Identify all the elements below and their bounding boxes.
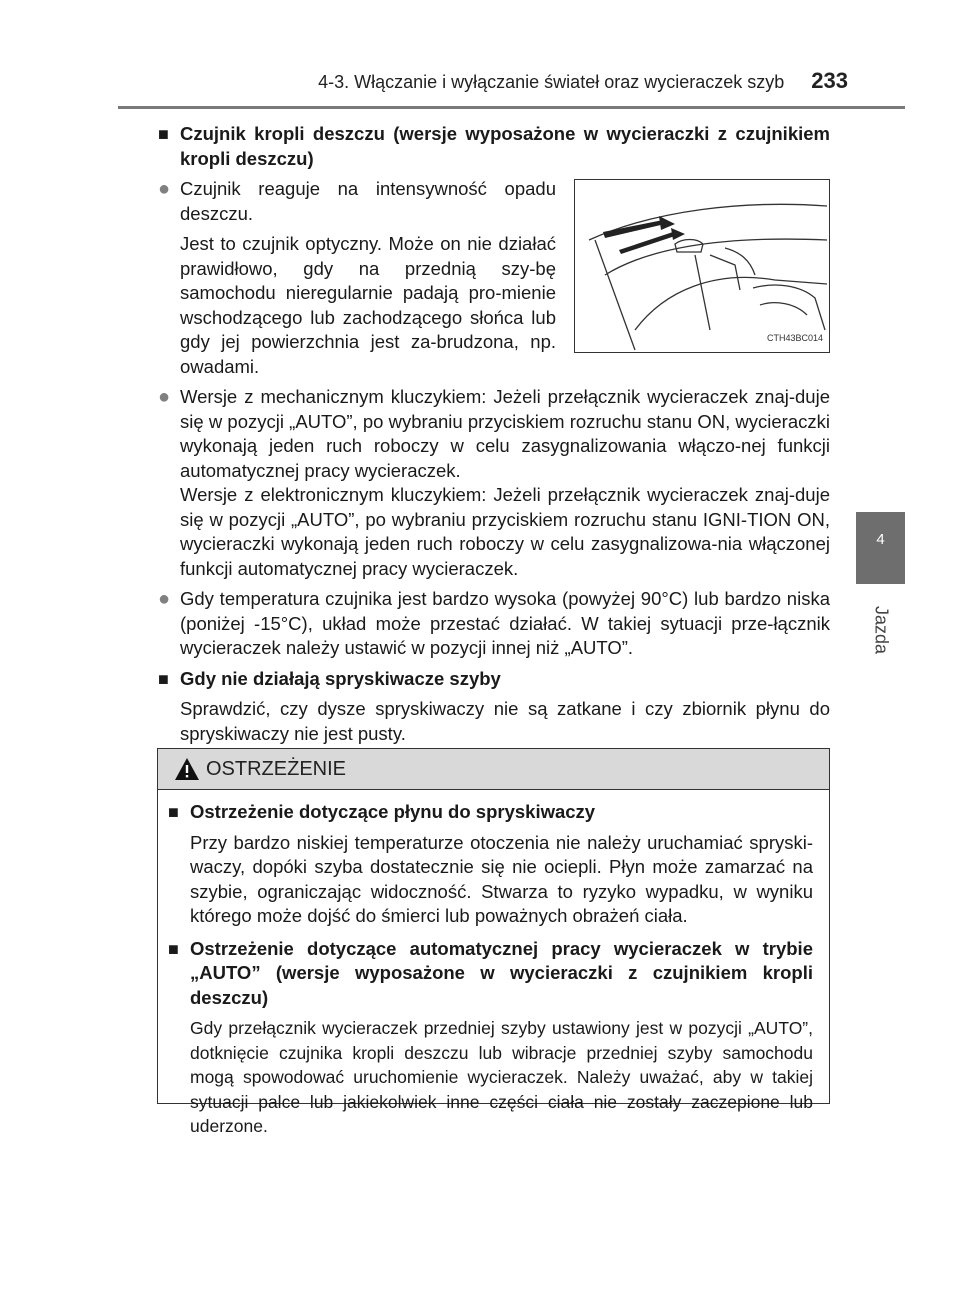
bullet-text: Gdy temperatura czujnika jest bardzo wysoka (powyżej 90°C) lub bardzo niska (poniżej -15°C), układ może przestać działać. W takiej sytuacji prze-łącznik wycieraczek należy ustawić w pozycji innej niż „AUTO”. [180, 588, 830, 658]
windshield-sensor-illustration [574, 179, 830, 353]
washer-title: Gdy nie działają spryskiwacze szyby [180, 667, 501, 689]
bullet-item [158, 587, 830, 661]
chapter-label-text: Jazda [871, 605, 892, 655]
bullet-text: Czujnik reaguje na intensywność opadu deszczu. [180, 178, 556, 224]
warning-title: OSTRZEŻENIE [206, 757, 347, 780]
rain-sensor-block [158, 171, 830, 379]
bullet-dot: ● [158, 178, 171, 200]
warning-item-text: Przy bardzo niskiej temperaturze otoczenia nie należy uruchamiać spryski-waczy, dopóki szyba dostatecznie się nie ociepli. Płyn może zamarzać na szybie, ograniczając widoczność. Stwarza to ryzyko wypadku, w wyniku którego może dojść do śmierci lub poważnych obrażeń ciała. [190, 831, 813, 926]
washer-heading [158, 667, 830, 692]
warning-icon [174, 757, 200, 781]
rain-sensor-heading [158, 122, 830, 171]
section-title: 4-3. Włączanie i wyłączanie świateł oraz wycieraczek szyb [318, 72, 785, 92]
bullet-text: Wersje z elektronicznym kluczykiem: Jeżeli przełącznik wycieraczek znaj-duje się w pozycji „AUTO”, po wybraniu przyciskiem rozruchu stanu IGNI-TION ON, wycieraczki wykonają jeden ruch roboczy w celu zasygnalizowa-nia włączonej funkcji automatycznej pracy wycieraczek. [180, 484, 830, 579]
section-marker: ■ [158, 124, 169, 144]
section-marker: ■ [168, 938, 179, 959]
warning-item-text: Gdy przełącznik wycieraczek przedniej szyby ustawiony jest w pozycji „AUTO”, dotknięcie czujnika kropli deszczu lub wibracje przedniej szyby samochodu mogą spowodować uruchomienie wycieraczek. Należy uważać, aby w takiej sytuacji palce lub jakiekolwiek inne części ciała nie zostały zaczepione lub uderzone. [190, 1018, 813, 1136]
warning-body [158, 790, 829, 1139]
warning-item-title: Ostrzeżenie dotyczące płynu do spryskiwaczy [190, 801, 596, 822]
bullet-dot: ● [158, 588, 171, 610]
rain-sensor-title: Czujnik kropli deszczu (wersje wyposażone w wycieraczki z czujnikiem kropli deszczu) [180, 123, 830, 169]
page-header [0, 68, 848, 94]
figure-code: CTH43BC014 [766, 332, 823, 343]
rain-sensor-text [158, 177, 556, 379]
bullet-text: Wersje z mechanicznym kluczykiem: Jeżeli przełącznik wycieraczek znaj-duje się w pozycji „AUTO”, po wybraniu przyciskiem rozruchu stanu ON, wycieraczki wykonają jeden ruch roboczy w celu zasygnalizowania włączo-nej funkcji automatycznej pracy wycieraczek. [180, 386, 830, 481]
bullet-text: Jest to czujnik optyczny. Może on nie działać prawidłowo, gdy na przednią szy-bę samochodu nieregularnie padają pro-mienie wschodzącego lub zachodzącego słońca lub gdy jej powierzchnia jest za-brudzona, np. owadami. [180, 233, 556, 377]
warning-item-heading [168, 800, 813, 825]
chapter-tab [856, 512, 905, 584]
section-marker: ■ [158, 668, 169, 689]
bullet-item [158, 385, 830, 581]
warning-item-title: Ostrzeżenie dotyczące automatycznej pracy wycieraczek w trybie „AUTO” (wersje wyposażone w wycieraczki z czujnikiem kropli deszczu) [190, 937, 813, 1008]
washer-text: Sprawdzić, czy dysze spryskiwaczy nie są zatkane i czy zbiornik płynu do spryskiwaczy nie jest pusty. [180, 698, 830, 744]
chapter-number: 4 [876, 531, 885, 548]
warning-header [158, 749, 829, 790]
bullet-dot: ● [158, 386, 171, 408]
warning-item-heading [168, 937, 813, 1011]
section-marker: ■ [168, 802, 179, 822]
bullet-item [158, 177, 556, 379]
page-number: 233 [811, 68, 848, 93]
main-content [158, 122, 830, 746]
header-divider [118, 106, 905, 109]
warning-box [157, 748, 830, 1136]
chapter-label [858, 600, 904, 660]
